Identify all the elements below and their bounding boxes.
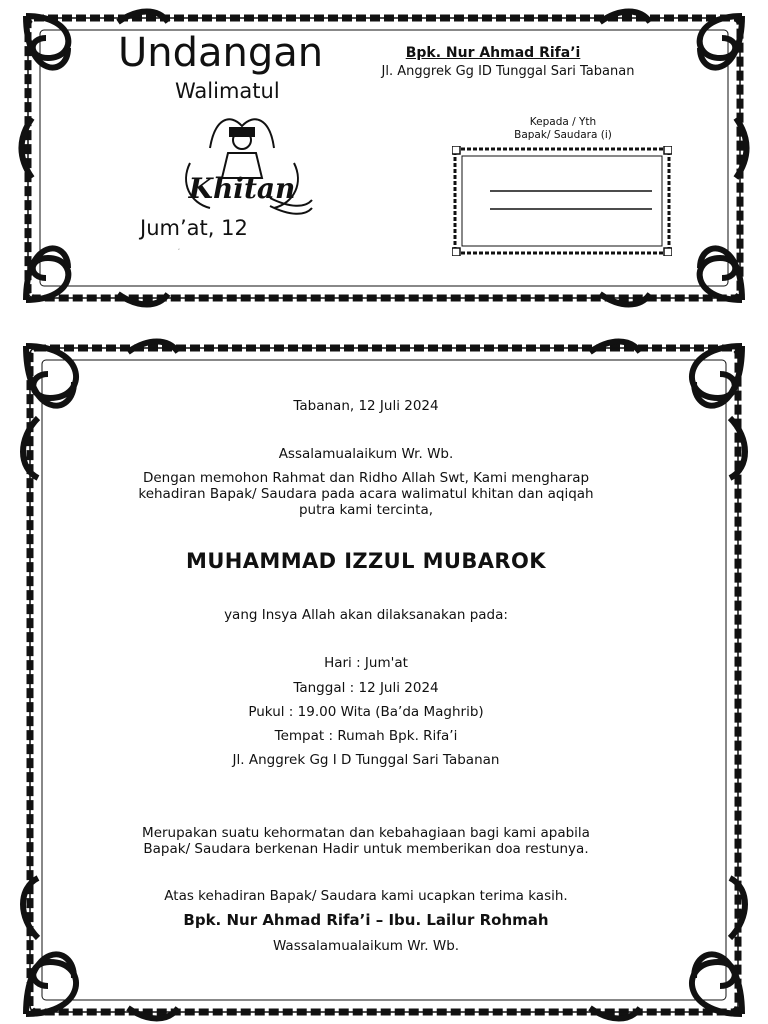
closing-line-1: Merupakan suatu kehormatan dan kebahagiaan bagi kami apabila <box>142 825 590 841</box>
farewell: Wassalamualaikum Wr. Wb. <box>272 938 460 954</box>
recipient-address-box <box>452 146 672 256</box>
sender-address: Jl. Anggrek Gg ID Tunggal Sari Tabanan <box>381 64 635 79</box>
intro-line-1: Dengan memohon Rahmat dan Ridho Allah Swt, Kami mengharap <box>142 470 590 486</box>
intro-line-3: putra kami tercinta, <box>298 502 434 518</box>
cover-day-fragment: ʼ <box>178 248 180 255</box>
closing-line-2: Bapak/ Saudara berkenan Hadir untuk memberikan doa restunya. <box>143 841 589 857</box>
event-venue: Tempat : Rumah Bpk. Rifa’i <box>274 728 458 744</box>
khitan-illustration <box>170 108 316 224</box>
cover-subtitle: Walimatul <box>175 79 280 103</box>
event-date: Tanggal : 12 Juli 2024 <box>293 680 439 696</box>
child-name: MUHAMMAD IZZUL MUBAROK <box>186 549 546 573</box>
cover-day: Jum’at, 12 <box>140 216 248 240</box>
thanks-line: Atas kehadiran Bapak/ Saudara kami ucapkan terima kasih. <box>164 888 568 904</box>
cover-title: Undangan <box>118 30 324 76</box>
recipient-heading <box>458 116 668 142</box>
greeting: Assalamualaikum Wr. Wb. <box>278 446 454 462</box>
sender-name: Bpk. Nur Ahmad Rifa’i <box>405 45 581 61</box>
khitan-art-label: Khitan <box>188 172 296 205</box>
event-day: Hari : Jum'at <box>324 655 408 671</box>
invitation-cover <box>18 8 750 308</box>
recipient-line-2: Bapak/ Saudara (i) <box>514 129 612 141</box>
intro-line-2: kehadiran Bapak/ Saudara pada acara walimatul khitan dan aqiqah <box>138 486 594 502</box>
place-date: Tabanan, 12 Juli 2024 <box>293 398 439 414</box>
parents-names: Bpk. Nur Ahmad Rifa’i – Ibu. Lailur Rohmah <box>183 911 549 929</box>
event-venue-address: Jl. Anggrek Gg I D Tunggal Sari Tabanan <box>232 752 500 768</box>
recipient-line-1: Kepada / Yth <box>529 116 597 128</box>
event-time: Pukul : 19.00 Wita (Ba’da Maghrib) <box>248 704 484 720</box>
schedule-intro: yang Insya Allah akan dilaksanakan pada: <box>224 607 508 623</box>
